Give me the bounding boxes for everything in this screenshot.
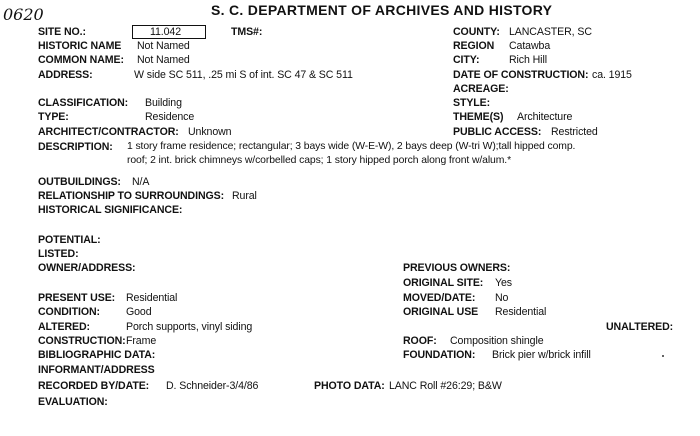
construction-value: Frame [126, 335, 157, 347]
region-value: Catawba [509, 40, 551, 52]
historical-significance-label: HISTORICAL SIGNIFICANCE: [38, 204, 183, 216]
photo-data-label: PHOTO DATA: [314, 380, 385, 392]
listed-label: LISTED: [38, 248, 79, 260]
handwritten-record-code: 0620 [3, 5, 44, 24]
moved-date-value: No [495, 292, 509, 304]
foundation-label: FOUNDATION: [403, 349, 476, 361]
description-line-1: 1 story frame residence; rectangular; 3 bays wide (W-E-W), 2 bays deep (W-tri W);tall hipped comp. [127, 141, 576, 152]
public-access-value: Restricted [551, 126, 598, 138]
themes-value: Architecture [517, 111, 573, 123]
unaltered-label: UNALTERED: [606, 321, 674, 333]
outbuildings-label: OUTBUILDINGS: [38, 176, 121, 188]
region-label: REGION [453, 40, 495, 52]
type-label: TYPE: [38, 111, 69, 123]
city-label: CITY: [453, 54, 480, 66]
site-no-value: 11.042 [150, 26, 182, 38]
county-label: COUNTY: [453, 26, 500, 38]
architect-value: Unknown [188, 126, 232, 138]
condition-value: Good [126, 306, 152, 318]
historic-name-label: HISTORIC NAME [38, 40, 122, 52]
common-name-label: COMMON NAME: [38, 54, 124, 66]
city-value: Rich Hill [509, 54, 547, 66]
date-of-construction-label: DATE OF CONSTRUCTION: [453, 69, 589, 81]
original-site-label: ORIGINAL SITE: [403, 277, 484, 289]
photo-data-value: LANC Roll #26:29; B&W [389, 380, 502, 392]
present-use-value: Residential [126, 292, 178, 304]
acreage-label: ACREAGE: [453, 83, 509, 95]
tms-label: TMS#: [231, 26, 263, 38]
altered-value: Porch supports, vinyl siding [126, 321, 253, 333]
themes-label: THEME(S) [453, 111, 504, 123]
informant-address-label: INFORMANT/ADDRESS [38, 364, 155, 376]
description-line-2: roof; 2 int. brick chimneys w/corbelled caps; 1 story hipped porch along front w/alum.* [127, 155, 512, 166]
original-site-value: Yes [495, 277, 512, 289]
site-no-label: SITE NO.: [38, 26, 86, 38]
altered-label: ALTERED: [38, 321, 90, 333]
condition-label: CONDITION: [38, 306, 100, 318]
original-use-label: ORIGINAL USE [403, 306, 479, 318]
common-name-value: Not Named [137, 54, 190, 66]
outbuildings-value: N/A [132, 176, 150, 188]
recorded-by-value: D. Schneider-3/4/86 [166, 380, 259, 392]
address-value: W side SC 511, .25 mi S of int. SC 47 & SC 511 [134, 69, 353, 81]
relationship-value: Rural [232, 190, 257, 202]
architect-label: ARCHITECT/CONTRACTOR: [38, 126, 179, 138]
owner-address-label: OWNER/ADDRESS: [38, 262, 136, 274]
classification-label: CLASSIFICATION: [38, 97, 129, 109]
description-label: DESCRIPTION: [38, 141, 113, 153]
date-of-construction-value: ca. 1915 [592, 69, 632, 81]
historic-name-value: Not Named [137, 40, 190, 52]
foundation-value: Brick pier w/brick infill [492, 349, 591, 361]
bibliographic-data-label: BIBLIOGRAPHIC DATA: [38, 349, 156, 361]
evaluation-label: EVALUATION: [38, 396, 108, 408]
original-use-value: Residential [495, 306, 547, 318]
potential-label: POTENTIAL: [38, 234, 101, 246]
recorded-by-label: RECORDED BY/DATE: [38, 380, 150, 392]
classification-value: Building [145, 97, 182, 109]
roof-label: ROOF: [403, 335, 437, 347]
relationship-label: RELATIONSHIP TO SURROUNDINGS: [38, 190, 225, 202]
present-use-label: PRESENT USE: [38, 292, 116, 304]
public-access-label: PUBLIC ACCESS: [453, 126, 542, 138]
type-value: Residence [145, 111, 195, 123]
address-label: ADDRESS: [38, 69, 93, 81]
moved-date-label: MOVED/DATE: [403, 292, 476, 304]
scan-speck [662, 355, 664, 357]
previous-owners-label: PREVIOUS OWNERS: [403, 262, 511, 274]
county-value: LANCASTER, SC [509, 26, 592, 38]
style-label: STYLE: [453, 97, 491, 109]
page-title: S. C. DEPARTMENT OF ARCHIVES AND HISTORY [211, 2, 553, 18]
construction-label: CONSTRUCTION: [38, 335, 126, 347]
roof-value: Composition shingle [450, 335, 544, 347]
